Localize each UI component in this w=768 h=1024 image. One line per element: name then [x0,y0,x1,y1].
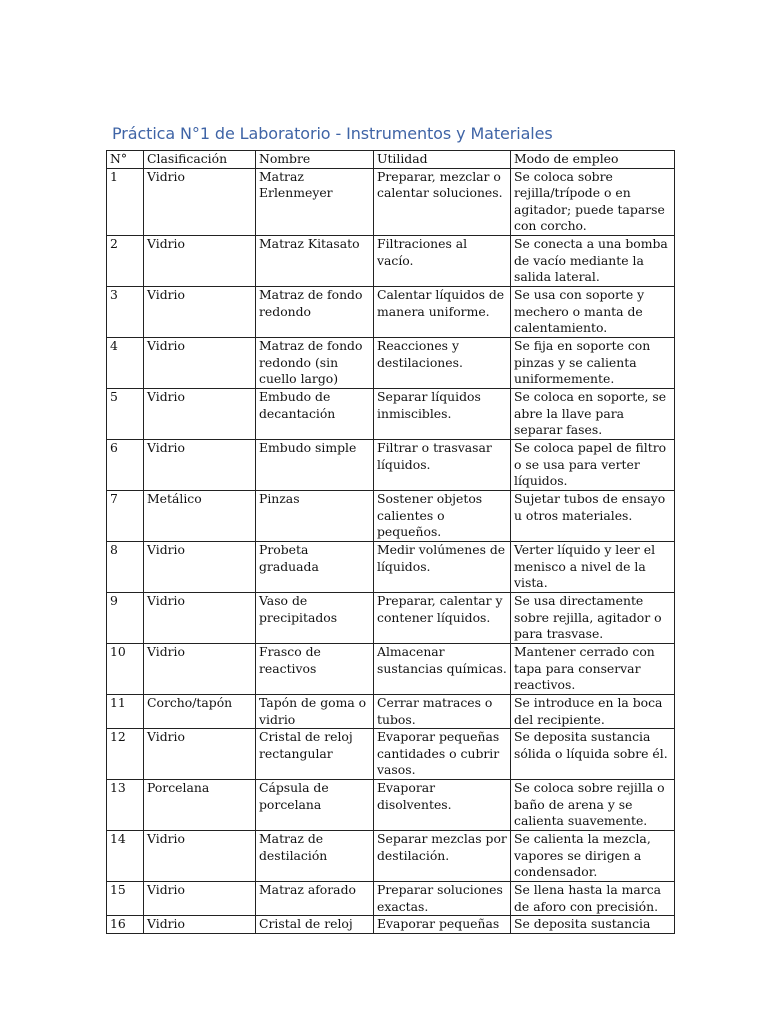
cell-num: 11 [107,694,144,728]
cell-utilidad: Separar líquidos inmiscibles. [374,388,511,439]
cell-nombre: Embudo de decantación [256,388,374,439]
cell-nombre: Matraz Kitasato [256,235,374,286]
cell-modo: Mantener cerrado con tapa para conservar reactivos. [511,643,675,694]
cell-clasificacion: Vidrio [144,168,256,235]
cell-num: 7 [107,490,144,541]
cell-clasificacion: Vidrio [144,916,256,934]
cell-nombre: Matraz de destilación [256,831,374,882]
cell-utilidad: Almacenar sustancias químicas. [374,643,511,694]
cell-modo: Se conecta a una bomba de vacío mediante la salida lateral. [511,235,675,286]
cell-num: 14 [107,831,144,882]
header-nombre: Nombre [256,151,374,169]
cell-clasificacion: Metálico [144,490,256,541]
cell-modo: Se deposita sustancia sólida o líquida sobre él. [511,729,675,780]
cell-utilidad: Cerrar matraces o tubos. [374,694,511,728]
cell-utilidad: Preparar, calentar y contener líquidos. [374,592,511,643]
cell-utilidad: Separar mezclas por destilación. [374,831,511,882]
cell-utilidad: Evaporar disolventes. [374,780,511,831]
cell-nombre: Matraz aforado [256,882,374,916]
cell-num: 9 [107,592,144,643]
table-row [107,882,675,916]
cell-nombre: Tapón de goma o vidrio [256,694,374,728]
cell-num: 5 [107,388,144,439]
cell-num: 15 [107,882,144,916]
cell-utilidad: Filtrar o trasvasar líquidos. [374,439,511,490]
table-row [107,168,675,235]
cell-clasificacion: Vidrio [144,882,256,916]
cell-clasificacion: Vidrio [144,388,256,439]
table-row [107,388,675,439]
cell-modo: Se coloca sobre rejilla o baño de arena y se calienta suavemente. [511,780,675,831]
cell-nombre: Matraz de fondo redondo (sin cuello largo) [256,337,374,388]
cell-clasificacion: Vidrio [144,643,256,694]
cell-modo: Se introduce en la boca del recipiente. [511,694,675,728]
header-num: N° [107,151,144,169]
cell-utilidad: Reacciones y destilaciones. [374,337,511,388]
table-row [107,780,675,831]
table-row [107,592,675,643]
cell-utilidad: Calentar líquidos de manera uniforme. [374,286,511,337]
cell-clasificacion: Vidrio [144,439,256,490]
cell-utilidad: Evaporar pequeñas cantidades o cubrir vasos. [374,729,511,780]
table-header-row [107,151,675,169]
cell-clasificacion: Vidrio [144,235,256,286]
table-row [107,337,675,388]
cell-utilidad: Preparar, mezclar o calentar soluciones. [374,168,511,235]
cell-modo: Se usa con soporte y mechero o manta de calentamiento. [511,286,675,337]
cell-num: 3 [107,286,144,337]
cell-num: 16 [107,916,144,934]
cell-nombre: Cristal de reloj rectangular [256,729,374,780]
table-row [107,490,675,541]
cell-nombre: Cristal de reloj [256,916,374,934]
cell-clasificacion: Vidrio [144,541,256,592]
cell-modo: Se fija en soporte con pinzas y se calienta uniformemente. [511,337,675,388]
table-row [107,694,675,728]
cell-clasificacion: Porcelana [144,780,256,831]
table-row [107,286,675,337]
table-row [107,235,675,286]
cell-modo: Se deposita sustancia [511,916,675,934]
cell-num: 2 [107,235,144,286]
cell-num: 10 [107,643,144,694]
cell-num: 6 [107,439,144,490]
table-row [107,916,675,934]
cell-clasificacion: Vidrio [144,286,256,337]
cell-utilidad: Medir volúmenes de líquidos. [374,541,511,592]
cell-num: 13 [107,780,144,831]
cell-num: 12 [107,729,144,780]
cell-clasificacion: Vidrio [144,831,256,882]
cell-clasificacion: Corcho/tapón [144,694,256,728]
cell-modo: Se calienta la mezcla, vapores se dirigen a condensador. [511,831,675,882]
header-clasificacion: Clasificación [144,151,256,169]
cell-utilidad: Evaporar pequeñas [374,916,511,934]
cell-modo: Verter líquido y leer el menisco a nivel de la vista. [511,541,675,592]
cell-utilidad: Preparar soluciones exactas. [374,882,511,916]
cell-num: 8 [107,541,144,592]
cell-nombre: Matraz Erlenmeyer [256,168,374,235]
cell-nombre: Frasco de reactivos [256,643,374,694]
cell-nombre: Vaso de precipitados [256,592,374,643]
table-row [107,729,675,780]
cell-utilidad: Filtraciones al vacío. [374,235,511,286]
cell-utilidad: Sostener objetos calientes o pequeños. [374,490,511,541]
cell-modo: Se usa directamente sobre rejilla, agitador o para trasvase. [511,592,675,643]
cell-nombre: Pinzas [256,490,374,541]
cell-modo: Se coloca sobre rejilla/trípode o en agitador; puede taparse con corcho. [511,168,675,235]
page-title: Práctica N°1 de Laboratorio - Instrumentos y Materiales [112,124,553,143]
cell-clasificacion: Vidrio [144,592,256,643]
cell-num: 1 [107,168,144,235]
cell-modo: Sujetar tubos de ensayo u otros materiales. [511,490,675,541]
cell-nombre: Probeta graduada [256,541,374,592]
table-row [107,643,675,694]
cell-nombre: Matraz de fondo redondo [256,286,374,337]
header-modo-de-empleo: Modo de empleo [511,151,675,169]
cell-modo: Se coloca papel de filtro o se usa para verter líquidos. [511,439,675,490]
cell-num: 4 [107,337,144,388]
header-utilidad: Utilidad [374,151,511,169]
table-row [107,831,675,882]
cell-modo: Se coloca en soporte, se abre la llave para separar fases. [511,388,675,439]
table-row [107,541,675,592]
cell-nombre: Embudo simple [256,439,374,490]
cell-clasificacion: Vidrio [144,337,256,388]
instruments-table [106,150,675,934]
cell-nombre: Cápsula de porcelana [256,780,374,831]
cell-modo: Se llena hasta la marca de aforo con precisión. [511,882,675,916]
table-row [107,439,675,490]
cell-clasificacion: Vidrio [144,729,256,780]
